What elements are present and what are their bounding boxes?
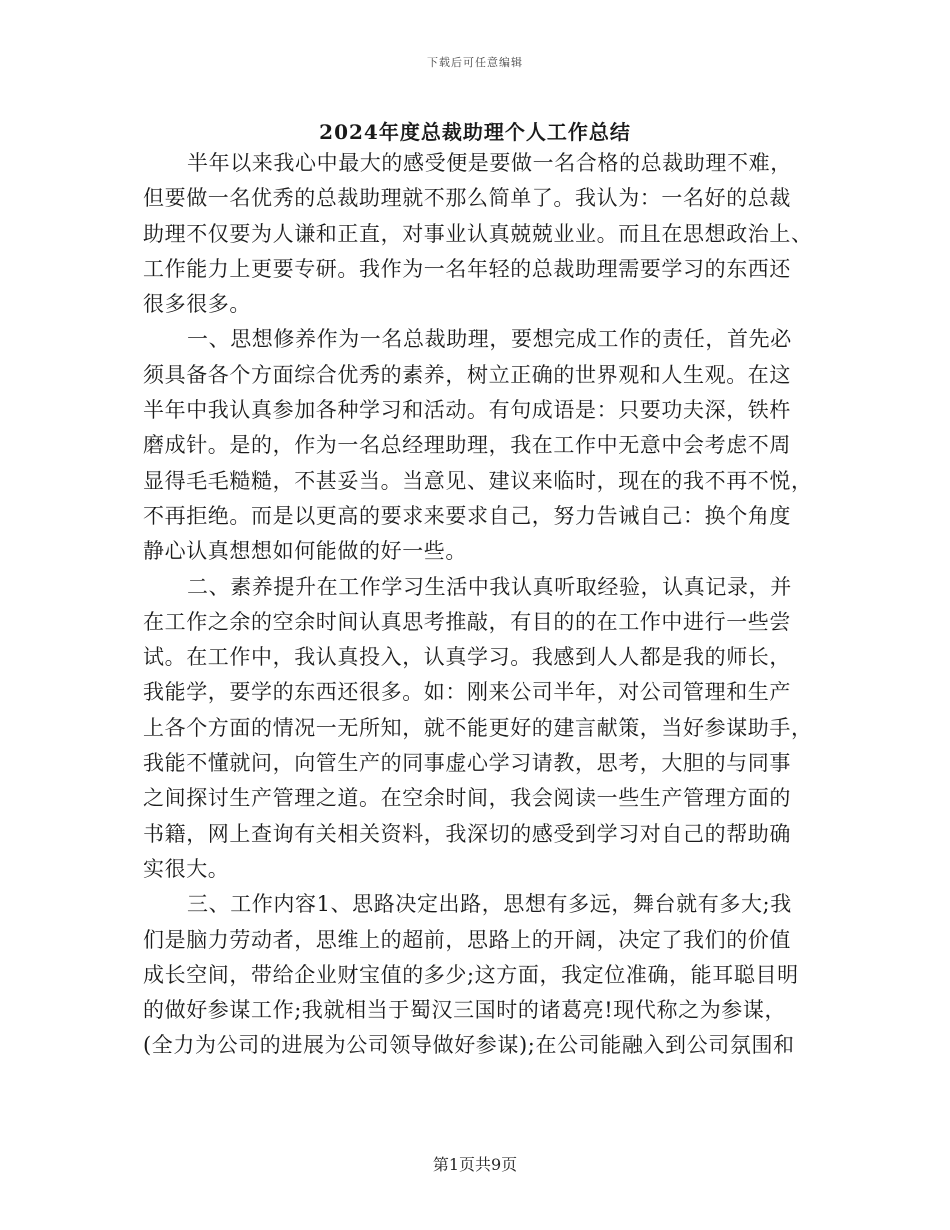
paragraph-line: 三、工作内容1、思路决定出路，思想有多远，舞台就有多大;我: [187, 892, 792, 917]
paragraph-line: 在工作之余的空余时间认真思考推敲，有目的的在工作中进行一些尝: [143, 609, 791, 634]
paragraph-line: 很多很多。: [143, 292, 251, 317]
page-number: 第1页共9页: [432, 1155, 518, 1174]
paragraph-line: 助理不仅要为人谦和正直，对事业认真兢兢业业。而且在思想政治上、: [143, 221, 813, 246]
paragraph-line: 半年以来我心中最大的感受便是要做一名合格的总裁助理不难，: [187, 151, 792, 175]
paragraph-line: 磨成针。是的，作为一名总经理助理，我在工作中无意中会考虑不周: [143, 433, 791, 458]
paragraph-line: 上各个方面的情况一无所知，就不能更好的建言献策，当好参谋助手，: [143, 715, 813, 740]
paragraph-line: (全力为公司的进展为公司领导做好参谋);在公司能融入到公司氛围和: [143, 1033, 795, 1058]
paragraph-line: 试。在工作中，我认真投入，认真学习。我感到人人都是我的师长，: [143, 645, 791, 670]
paragraph-line: 书籍，网上查询有关相关资料，我深切的感受到学习对自己的帮助确: [143, 821, 791, 846]
paragraph-line: 的做好参谋工作;我就相当于蜀汉三国时的诸葛亮!现代称之为参谋，: [143, 998, 787, 1023]
paragraph-line: 我能学，要学的东西还很多。如：刚来公司半年，对公司管理和生产: [143, 680, 791, 705]
download-note: 下载后可任意编辑: [427, 56, 523, 69]
paragraph-line: 之间探讨生产管理之道。在空余时间，我会阅读一些生产管理方面的: [143, 786, 791, 811]
paragraph-line: 实很大。: [143, 856, 230, 881]
paragraph-line: 工作能力上更要专研。我作为一名年轻的总裁助理需要学习的东西还: [143, 256, 791, 281]
paragraph-line: 们是脑力劳动者，思维上的超前，思路上的开阔，决定了我们的价值: [143, 927, 791, 952]
paragraph-line: 成长空间，带给企业财宝值的多少;这方面，我定位准确，能耳聪目明: [143, 962, 799, 987]
paragraph-line: 静心认真想想如何能做的好一些。: [143, 539, 467, 564]
paragraph-line: 二、素养提升在工作学习生活中我认真听取经验，认真记录，并: [187, 574, 792, 599]
paragraph-line: 我能不懂就问，向管生产的同事虚心学习请教，思考，大胆的与同事: [143, 751, 791, 776]
paragraph-line: 一、思想修养作为一名总裁助理，要想完成工作的责任，首先必: [187, 327, 792, 352]
document-body: [143, 146, 813, 1064]
paragraph-line: 但要做一名优秀的总裁助理就不那么简单了。我认为：一名好的总裁: [143, 186, 791, 211]
paragraph-line: 半年中我认真参加各种学习和活动。有句成语是：只要功夫深，铁杵: [143, 398, 791, 423]
paragraph-line: 不再拒绝。而是以更高的要求来要求自己，努力告诫自己：换个角度: [143, 503, 791, 528]
paragraph-line: 须具备各个方面综合优秀的素养，树立正确的世界观和人生观。在这: [143, 362, 791, 387]
paragraph-line: 显得毛毛糙糙，不甚妥当。当意见、建议来临时，现在的我不再不悦，: [143, 468, 813, 493]
document-title: 2024年度总裁助理个人工作总结: [319, 120, 631, 144]
